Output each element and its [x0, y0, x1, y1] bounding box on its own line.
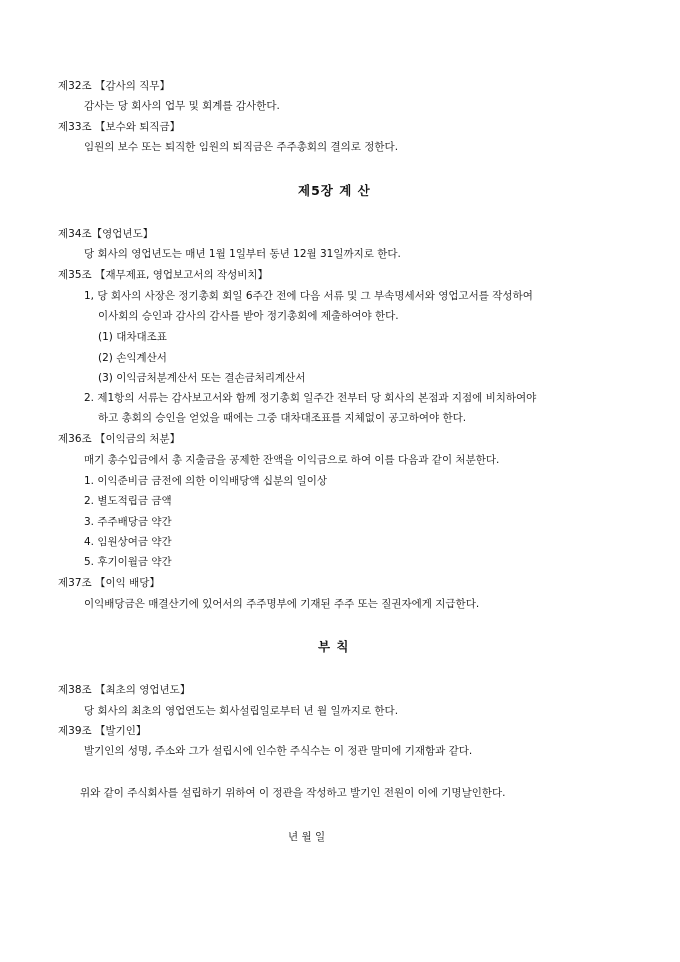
article-36-item: 2. 별도적립금 금액 — [84, 495, 172, 507]
article-35-paragraph-2: 2. 제1항의 서류는 감사보고서와 함께 정기총회 일주간 전부터 당 회사의 본점과 지점에 비치하여야 — [84, 392, 537, 404]
article-39-body: 발기인의 성명, 주소와 그가 설립시에 인수한 주식수는 이 정관 말미에 기재함과 같다. — [84, 745, 473, 757]
article-36-item: 5. 후기이월금 약간 — [84, 556, 172, 568]
article-35-paragraph-1: 1, 당 회사의 사장은 정기총회 회일 6주간 전에 다음 서류 및 그 부속명세서와 영업고서를 작성하여 — [84, 290, 533, 302]
article-35-item: (3) 이익금처분계산서 또는 결손금처리계산서 — [98, 372, 306, 384]
article-34-title: 제34조【영업년도】 — [58, 228, 154, 240]
article-35-title: 제35조 【재무제표, 영업보고서의 작성비치】 — [58, 269, 268, 281]
article-35-item: (1) 대차대조표 — [98, 331, 167, 343]
article-35-paragraph-1-cont: 이사회의 승인과 감사의 감사를 받아 정기총회에 제출하여야 한다. — [98, 310, 399, 322]
closing-statement: 위와 같이 주식회사를 설립하기 위하여 이 정관을 작성하고 발기인 전원이 이에 기명날인한다. — [80, 787, 506, 799]
article-36-item: 1. 이익준비금 금전에 의한 이익배당액 십분의 일이상 — [84, 475, 328, 487]
article-36-body: 매기 총수입금에서 총 지출금을 공제한 잔액을 이익금으로 하여 이를 다음과 같이 처분한다. — [84, 454, 500, 466]
article-32-body: 감사는 당 회사의 업무 및 회계를 감사한다. — [84, 100, 280, 112]
article-36-title: 제36조 【이익금의 처분】 — [58, 433, 181, 445]
supplementary-heading: 부 칙 — [318, 639, 350, 654]
article-37-title: 제37조 【이익 배당】 — [58, 577, 160, 589]
date-line: 년 월 일 — [288, 831, 326, 843]
article-32-title: 제32조 【감사의 직무】 — [58, 80, 171, 92]
article-34-body: 당 회사의 영업년도는 매년 1월 1일부터 동년 12월 31일까지로 한다. — [84, 248, 401, 260]
chapter-5-heading: 제5장 계 산 — [298, 183, 371, 198]
article-35-paragraph-2-cont: 하고 총회의 승인을 얻었을 때에는 그중 대차대조표를 지체없이 공고하여야 한다. — [98, 412, 467, 424]
article-36-item: 4. 임원상여금 약간 — [84, 536, 172, 548]
article-38-title: 제38조 【최초의 영업년도】 — [58, 684, 191, 696]
article-35-item: (2) 손익계산서 — [98, 352, 167, 364]
article-39-title: 제39조 【발기인】 — [58, 725, 147, 737]
article-33-body: 임원의 보수 또는 퇴직한 임원의 퇴직금은 주주총회의 결의로 정한다. — [84, 141, 399, 153]
article-37-body: 이익배당금은 매결산기에 있어서의 주주명부에 기재된 주주 또는 질권자에게 지급한다. — [84, 598, 480, 610]
article-33-title: 제33조 【보수와 퇴직금】 — [58, 121, 181, 133]
article-38-body: 당 회사의 최초의 영업연도는 회사설립일로부터 년 월 일까지로 한다. — [84, 705, 399, 717]
article-36-item: 3. 주주배당금 약간 — [84, 516, 172, 528]
